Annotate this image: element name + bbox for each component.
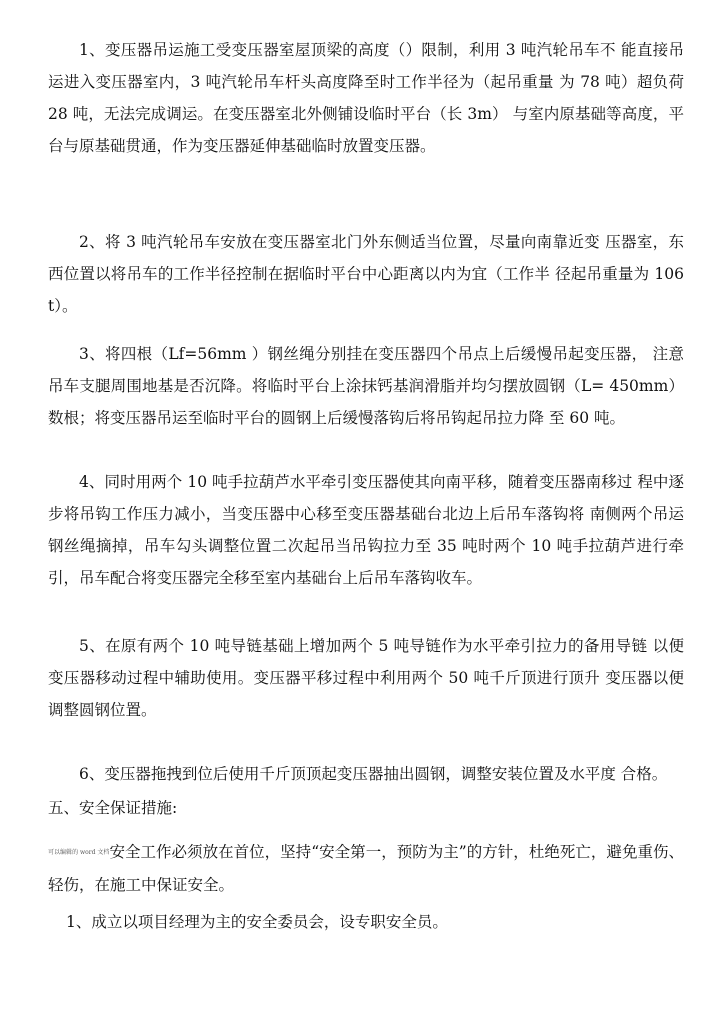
safety-intro-paragraph: [48, 836, 684, 901]
paragraph-1: 1、变压器吊运施工受变压器室屋顶梁的高度（）限制，利用 3 吨汽轮吊车不 能直接吊运进入变压器室内，3 吨汽轮吊车杆头高度降至时工作半径为（起吊重量 为 78 吨）超负荷 28 吨，无法完成调运。在变压器室北外侧铺设临时平台（长 3m） 与室内原基础等高度，平台与原基础贯通，作为变压器延伸基础临时放置变压器。: [48, 41, 684, 155]
safety-item-1: 1、成立以项目经理为主的安全委员会，设专职安全员。: [66, 913, 448, 931]
paragraph-2: 2、将 3 吨汽轮吊车安放在变压器室北门外东侧适当位置，尽量向南靠近变 压器室，东西位置以将吊车的工作半径控制在据临时平台中心距离以内为宜（工作半 径起吊重量为 106t）。: [48, 233, 684, 315]
section-heading: 五、安全保证措施:: [48, 799, 178, 817]
watermark-note: 可以编辑的 word 文档: [48, 849, 110, 856]
paragraph-6: 6、变压器拖拽到位后使用千斤顶顶起变压器抽出圆钢，调整安装位置及水平度 合格。: [79, 765, 668, 783]
paragraph-3: 3、将四根（Lf=56mm ）钢丝绳分别挂在变压器四个吊点上后缓慢吊起变压器， 注意吊车支腿周围地基是否沉降。将临时平台上涂抹钙基润滑脂并均匀摆放圆钢（L= 450mm）数根；将变压器吊运至临时平台的圆钢上后缓慢落钩后将吊钩起吊拉力降 至 60 吨。: [48, 345, 684, 427]
paragraph-4: 4、同时用两个 10 吨手拉葫芦水平牵引变压器使其向南平移，随着变压器南移过 程中逐步将吊钩工作压力减小，当变压器中心移至变压器基础台北边上后吊车落钩将 南侧两个吊运钢丝绳摘掉，吊车勾头调整位置二次起吊当吊钩拉力至 35 吨时两个 10 吨手拉葫芦进行牵引，吊车配合将变压器完全移至室内基础台上后吊车落钩收车。: [48, 473, 684, 587]
paragraph-5: 5、在原有两个 10 吨导链基础上增加两个 5 吨导链作为水平牵引拉力的备用导链 以便变压器移动过程中辅助使用。变压器平移过程中利用两个 50 吨千斤顶进行顶升 变压器以便调整圆钢位置。: [48, 637, 684, 719]
safety-intro-text: 安全工作必须放在首位，坚持“安全第一，预防为主”的方针，杜绝死亡，避免重伤、轻伤，在施工中保证安全。: [48, 843, 684, 894]
